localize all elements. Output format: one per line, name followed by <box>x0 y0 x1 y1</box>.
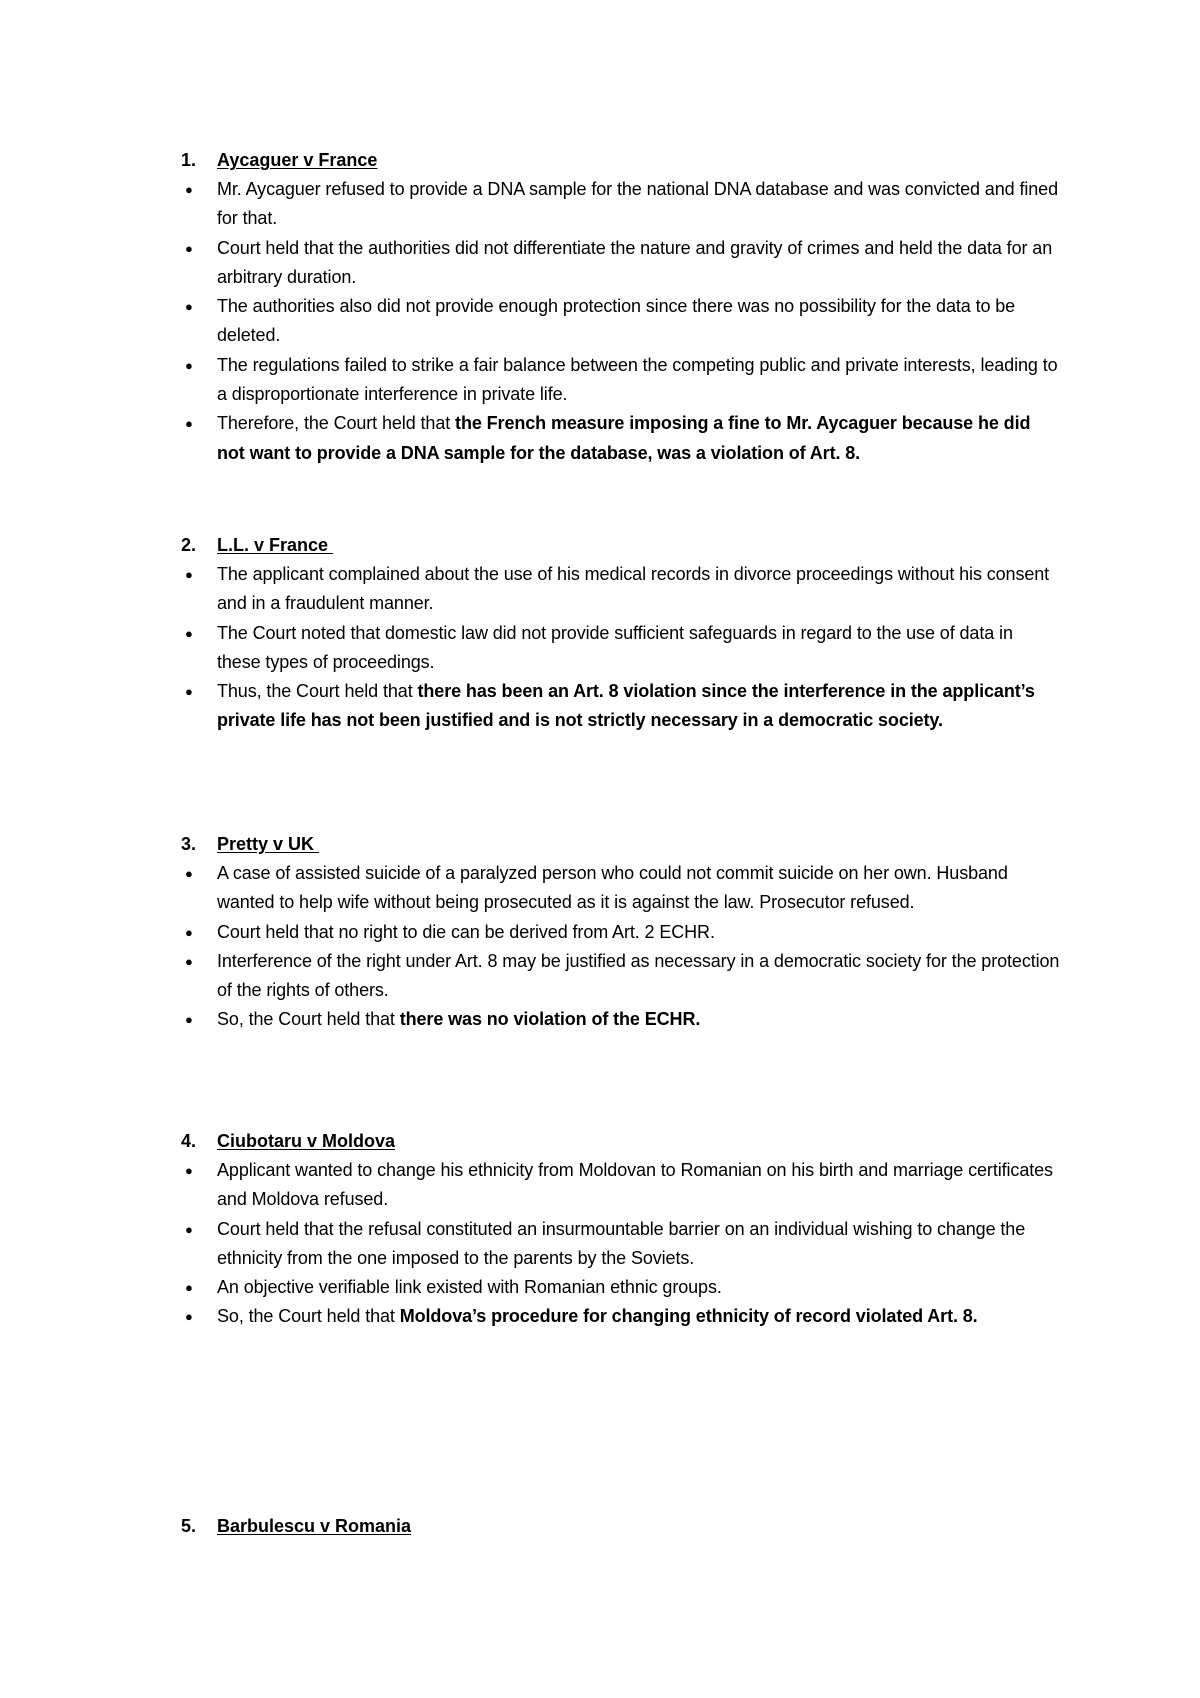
bullet-icon: ● <box>185 1163 193 1178</box>
bullet-item <box>181 1005 1061 1034</box>
bullet-text: The applicant complained about the use of his medical records in divorce proceedings without his consent and in a fraudulent manner. <box>217 564 1050 614</box>
bullet-icon: ● <box>185 866 193 881</box>
case-section-4 <box>181 1127 1061 1332</box>
case-title: Ciubotaru v Moldova <box>217 1131 396 1151</box>
bullet-item <box>181 1273 1061 1302</box>
bullet-holding: there was no violation of the ECHR. <box>399 1009 701 1030</box>
bullet-item <box>181 351 1061 410</box>
bullet-item <box>181 918 1061 947</box>
case-bullet-list <box>181 560 1061 736</box>
case-bullet-list <box>181 1156 1061 1332</box>
bullet-icon: ● <box>185 924 193 940</box>
bullet-text: So, the Court held that <box>217 1009 400 1030</box>
case-heading <box>181 146 1061 175</box>
case-title: L.L. v France <box>217 535 334 555</box>
case-title: Pretty v UK <box>217 834 320 854</box>
case-number: 3. <box>181 834 197 854</box>
bullet-icon: ● <box>185 567 193 582</box>
bullet-holding: Moldova’s procedure for changing ethnicity of record violated Art. 8. <box>399 1306 978 1327</box>
case-number: 4. <box>181 1131 197 1151</box>
bullet-icon: ● <box>185 684 193 700</box>
case-bullet-list <box>181 859 1061 1035</box>
bullet-text: A case of assisted suicide of a paralyzed person who could not commit suicide on her own. Husband wanted to help wife without being prosecuted as it is against the law. Prosecutor refused. <box>217 863 1008 913</box>
bullet-item <box>181 560 1061 619</box>
bullet-item <box>181 1156 1061 1215</box>
case-heading <box>181 1512 1061 1541</box>
case-number: 1. <box>181 150 197 170</box>
bullet-item <box>181 619 1061 678</box>
bullet-item <box>181 677 1061 736</box>
bullet-text: Therefore, the Court held that <box>217 413 456 434</box>
case-bullet-list <box>181 175 1061 468</box>
bullet-item <box>181 947 1061 1006</box>
bullet-icon: ● <box>185 357 193 373</box>
case-number: 2. <box>181 535 197 555</box>
bullet-icon: ● <box>185 299 193 315</box>
case-section-1 <box>181 146 1061 468</box>
bullet-text: Interference of the right under Art. 8 may be justified as necessary in a democratic society for the protection of the rights of others. <box>217 950 1060 1001</box>
bullet-text: The Court noted that domestic law did not provide sufficient safeguards in regard to the use of data in these types of proceedings. <box>217 622 1013 672</box>
bullet-text: So, the Court held that <box>217 1306 400 1327</box>
bullet-icon: ● <box>185 240 193 256</box>
bullet-text: The authorities also did not provide enough protection since there was no possibility for the data to be deleted. <box>217 296 1016 346</box>
bullet-item <box>181 175 1061 234</box>
bullet-icon: ● <box>185 1309 193 1325</box>
bullet-icon: ● <box>185 1221 193 1237</box>
bullet-icon: ● <box>185 182 193 197</box>
case-title: Barbulescu v Romania <box>217 1516 412 1536</box>
case-section-5 <box>181 1512 1061 1541</box>
bullet-icon: ● <box>185 1280 193 1296</box>
bullet-text: Court held that no right to die can be derived from Art. 2 ECHR. <box>217 921 715 942</box>
case-section-2 <box>181 531 1061 736</box>
bullet-text: Court held that the refusal constituted an insurmountable barrier on an individual wishing to change the ethnicity from the one imposed to the parents by the Soviets. <box>217 1218 1026 1268</box>
case-number: 5. <box>181 1516 197 1536</box>
bullet-item <box>181 1215 1061 1274</box>
bullet-item <box>181 234 1061 293</box>
bullet-text: Court held that the authorities did not differentiate the nature and gravity of crimes and held the data for an arbitrary duration. <box>217 237 1053 287</box>
bullet-item <box>181 1302 1061 1331</box>
bullet-holding: there has been an Art. 8 violation since the interference in the applicant’s private life has not been justified and is not strictly necessary in a democratic society. <box>217 681 1035 731</box>
bullet-text: Mr. Aycaguer refused to provide a DNA sample for the national DNA database and was convicted and fined for that. <box>217 179 1058 229</box>
case-title: Aycaguer v France <box>217 150 378 170</box>
bullet-icon: ● <box>185 953 193 969</box>
case-heading <box>181 830 1061 859</box>
bullet-icon: ● <box>185 416 193 432</box>
case-heading <box>181 1127 1061 1156</box>
bullet-holding: the French measure imposing a fine to Mr. Aycaguer because he did not want to provide a DNA sample for the database, was a violation of Art. 8. <box>217 413 1031 463</box>
case-section-3 <box>181 830 1061 1035</box>
bullet-text: An objective verifiable link existed with Romanian ethnic groups. <box>217 1277 722 1298</box>
bullet-item <box>181 409 1061 468</box>
bullet-item <box>181 859 1061 918</box>
bullet-item <box>181 292 1061 351</box>
case-heading <box>181 531 1061 560</box>
bullet-text: Applicant wanted to change his ethnicity from Moldovan to Romanian on his birth and marriage certificates and Moldova refused. <box>217 1160 1053 1210</box>
bullet-icon: ● <box>185 1012 193 1028</box>
bullet-text: The regulations failed to strike a fair balance between the competing public and private interests, leading to a disproportionate interference in private life. <box>217 354 1058 405</box>
bullet-text: Thus, the Court held that <box>217 681 418 702</box>
bullet-icon: ● <box>185 625 193 641</box>
